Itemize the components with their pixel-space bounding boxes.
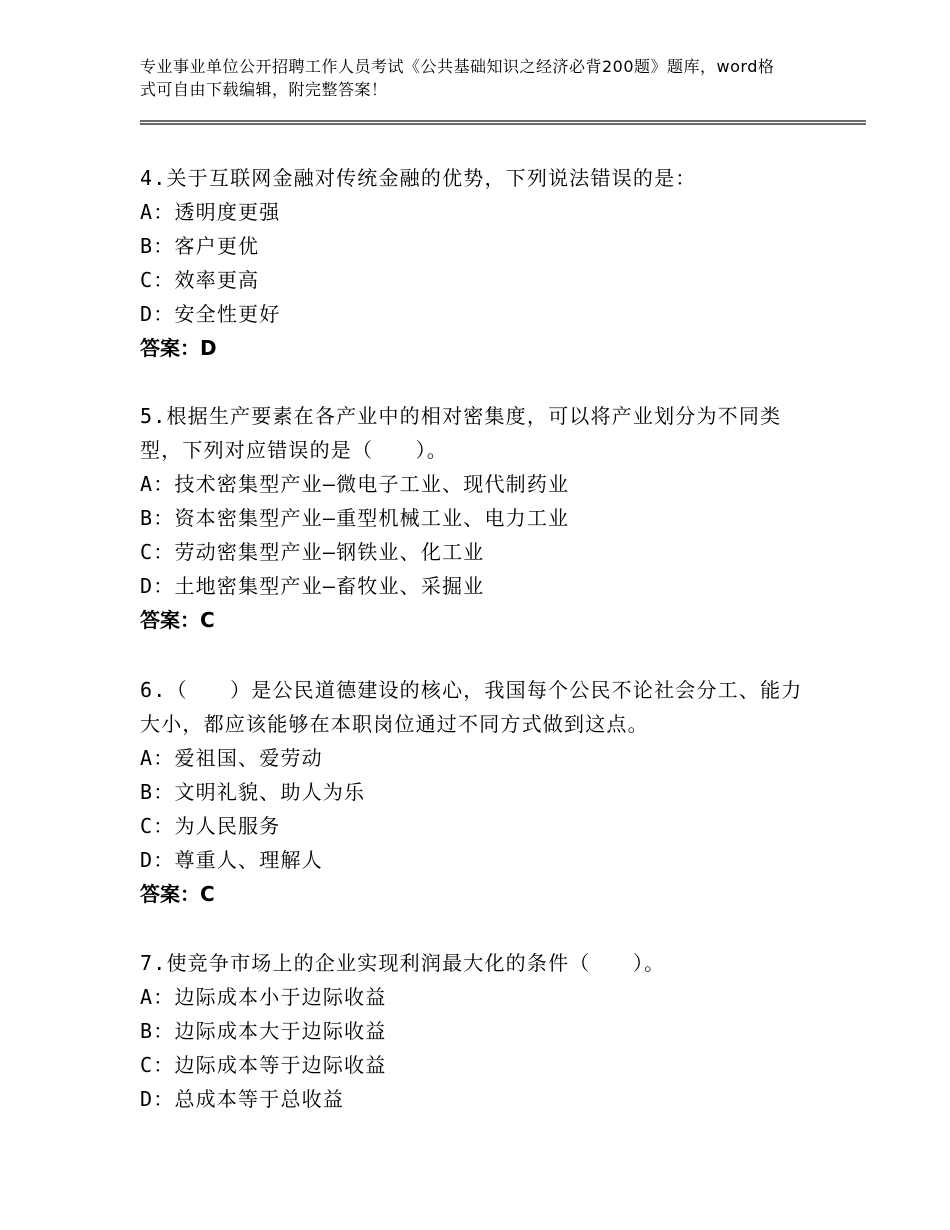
option-d: D：安全性更好	[140, 302, 281, 326]
option-d: D：尊重人、理解人	[140, 848, 323, 872]
option-d: D：总成本等于总收益	[140, 1087, 345, 1111]
option-c: C：为人民服务	[140, 814, 281, 838]
option-b: B：客户更优	[140, 234, 260, 258]
answer-label: 答案：D	[140, 336, 217, 360]
header-divider	[140, 120, 866, 125]
option-b: B：资本密集型产业—重型机械工业、电力工业	[140, 506, 570, 530]
question-stem: 5.根据生产要素在各产业中的相对密集度，可以将产业划分为不同类型，下列对应错误的是（ ）。	[140, 404, 782, 462]
question-stem: 7.使竞争市场上的企业实现利润最大化的条件（ ）。	[140, 951, 666, 975]
option-c: C：劳动密集型产业—钢铁业、化工业	[140, 540, 485, 564]
question-5	[140, 399, 810, 637]
question-stem: 6.（ ）是公民道德建设的核心，我国每个公民不论社会分工、能力大小，都应该能够在本职岗位通过不同方式做到这点。	[140, 678, 803, 736]
answer-label: 答案：C	[140, 608, 215, 632]
option-a: A：边际成本小于边际收益	[140, 985, 387, 1009]
option-d: D：土地密集型产业—畜牧业、采掘业	[140, 574, 485, 598]
option-a: A：透明度更强	[140, 200, 281, 224]
question-4	[140, 161, 810, 365]
question-7	[140, 946, 810, 1116]
option-c: C：效率更高	[140, 268, 260, 292]
option-a: A：爱祖国、爱劳动	[140, 746, 323, 770]
question-stem: 4.关于互联网金融对传统金融的优势，下列说法错误的是：	[140, 166, 697, 190]
option-c: C：边际成本等于边际收益	[140, 1053, 387, 1077]
question-6	[140, 673, 810, 911]
document-header: 专业事业单位公开招聘工作人员考试《公共基础知识之经济必背200题》题库，word格式可自由下载编辑，附完整答案！	[140, 57, 775, 99]
option-b: B：文明礼貌、助人为乐	[140, 780, 366, 804]
answer-label: 答案：C	[140, 882, 215, 906]
option-b: B：边际成本大于边际收益	[140, 1019, 387, 1043]
option-a: A：技术密集型产业—微电子工业、现代制药业	[140, 472, 570, 496]
